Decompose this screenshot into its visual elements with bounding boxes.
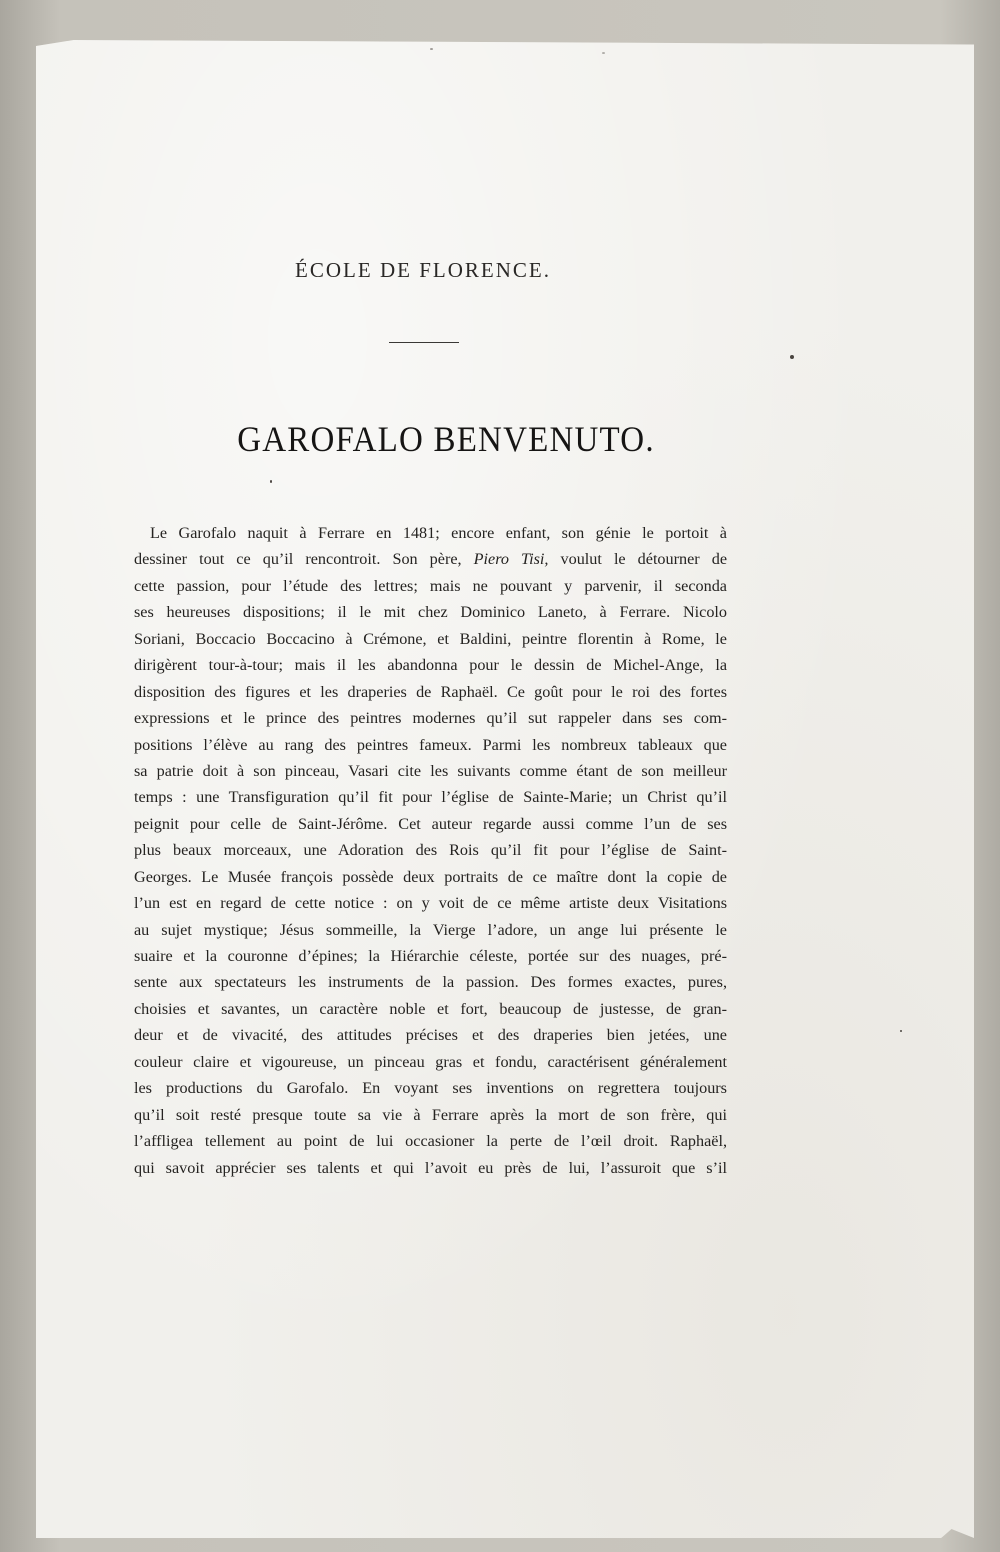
text-line xyxy=(134,969,727,995)
text-line xyxy=(134,864,727,890)
text-line xyxy=(134,890,727,916)
text-line-segment: l’affligea tellement au point de lui occasioner la perte de l’œil droit. Raphaël, xyxy=(134,1132,727,1151)
text-line xyxy=(134,573,727,599)
text-line xyxy=(134,599,727,625)
text-line-segment: dessiner tout ce qu’il rencontroit. Son père, xyxy=(134,550,474,569)
foxing-speck xyxy=(270,480,272,483)
text-line xyxy=(134,758,727,784)
foxing-speck xyxy=(602,52,605,54)
text-line xyxy=(134,996,727,1022)
text-line-segment: expressions et le prince des peintres modernes qu’il sut rappeler dans ses com- xyxy=(134,709,727,728)
text-line-segment: cette passion, pour l’étude des lettres; mais ne pouvant y parvenir, il seconda xyxy=(134,576,727,595)
text-line-segment: plus beaux morceaux, une Adoration des Rois qu’il fit pour l’église de Saint- xyxy=(134,841,727,860)
text-line xyxy=(134,1049,727,1075)
text-line xyxy=(134,1128,727,1154)
text-line-segment: Le Garofalo naquit à Ferrare en 1481; encore enfant, son génie le portoit à xyxy=(150,524,727,542)
text-line xyxy=(134,520,727,546)
text-line xyxy=(134,943,727,969)
text-line xyxy=(134,732,727,758)
text-line xyxy=(134,1075,727,1101)
biography-text xyxy=(134,520,727,1181)
text-line-segment: sa patrie doit à son pinceau, Vasari cite les suivants comme étant de son meilleur xyxy=(134,761,727,780)
text-line-segment: qui savoit apprécier ses talents et qui l’avoit eu près de lui, l’assuroit que s’il xyxy=(134,1158,727,1177)
text-line xyxy=(134,1155,727,1181)
text-line-segment: Soriani, Boccacio Boccacino à Crémone, et Baldini, peintre florentin à Rome, le xyxy=(134,629,727,648)
text-line-segment: qu’il soit resté presque toute sa vie à Ferrare après la mort de son frère, qui xyxy=(134,1105,727,1124)
text-line xyxy=(134,626,727,652)
text-line-segment: les productions du Garofalo. En voyant ses inventions on regrettera toujours xyxy=(134,1079,727,1098)
text-line-segment: couleur claire et vigoureuse, un pinceau gras et fondu, caractérisent généralement xyxy=(134,1052,727,1071)
text-line-segment: au sujet mystique; Jésus sommeille, la Vierge l’adore, un ange lui présente le xyxy=(134,920,727,939)
italic-name: Piero Tisi, xyxy=(473,550,549,569)
text-line-segment: positions l’élève au rang des peintres fameux. Parmi les nombreux tableaux que xyxy=(134,735,727,754)
text-line-segment: deur et de vivacité, des attitudes précises et des draperies bien jetées, une xyxy=(134,1026,727,1045)
text-line xyxy=(134,1022,727,1048)
separator-rule xyxy=(389,342,459,343)
foxing-speck xyxy=(790,355,794,359)
text-line-segment: disposition des figures et les draperies de Raphaël. Ce goût pour le roi des fortes xyxy=(134,682,727,701)
text-line xyxy=(134,705,727,731)
text-line xyxy=(134,917,727,943)
text-line xyxy=(134,652,727,678)
text-line-segment: sente aux spectateurs les instruments de la passion. Des formes exactes, pures, xyxy=(134,973,727,992)
text-line-segment: choisies et savantes, un caractère noble et fort, beaucoup de justesse, de gran- xyxy=(134,999,727,1018)
text-line xyxy=(134,546,727,572)
text-line xyxy=(134,811,727,837)
text-line xyxy=(134,837,727,863)
text-line-segment: dirigèrent tour-à-tour; mais il les abandonna pour le dessin de Michel-Ange, la xyxy=(134,656,727,675)
text-line-segment: temps : une Transfiguration qu’il fit pour l’église de Sainte-Marie; un Christ qu’il xyxy=(134,788,727,807)
foxing-speck xyxy=(430,48,433,50)
text-line-segment: suaire et la couronne d’épines; la Hiérarchie céleste, portée sur des nuages, pré- xyxy=(134,947,727,965)
text-line-segment: l’un est en regard de cette notice : on y voit de ce même artiste deux Visitations xyxy=(134,894,727,913)
text-line-segment: Georges. Le Musée françois possède deux portraits de ce maître dont la copie de xyxy=(134,867,727,886)
artist-title: GAROFALO BENVENUTO. xyxy=(237,420,655,460)
text-line xyxy=(134,679,727,705)
text-line-segment: peignit pour celle de Saint-Jérôme. Cet auteur regarde aussi comme l’un de ses xyxy=(134,814,727,833)
text-line xyxy=(134,784,727,810)
text-line xyxy=(134,1102,727,1128)
school-heading: ÉCOLE DE FLORENCE. xyxy=(295,258,551,282)
text-line-segment: ses heureuses dispositions; il le mit chez Dominico Laneto, à Ferrare. Nicolo xyxy=(134,603,727,622)
foxing-speck xyxy=(900,1030,902,1032)
text-line-segment: voulut le détourner de xyxy=(548,550,728,569)
